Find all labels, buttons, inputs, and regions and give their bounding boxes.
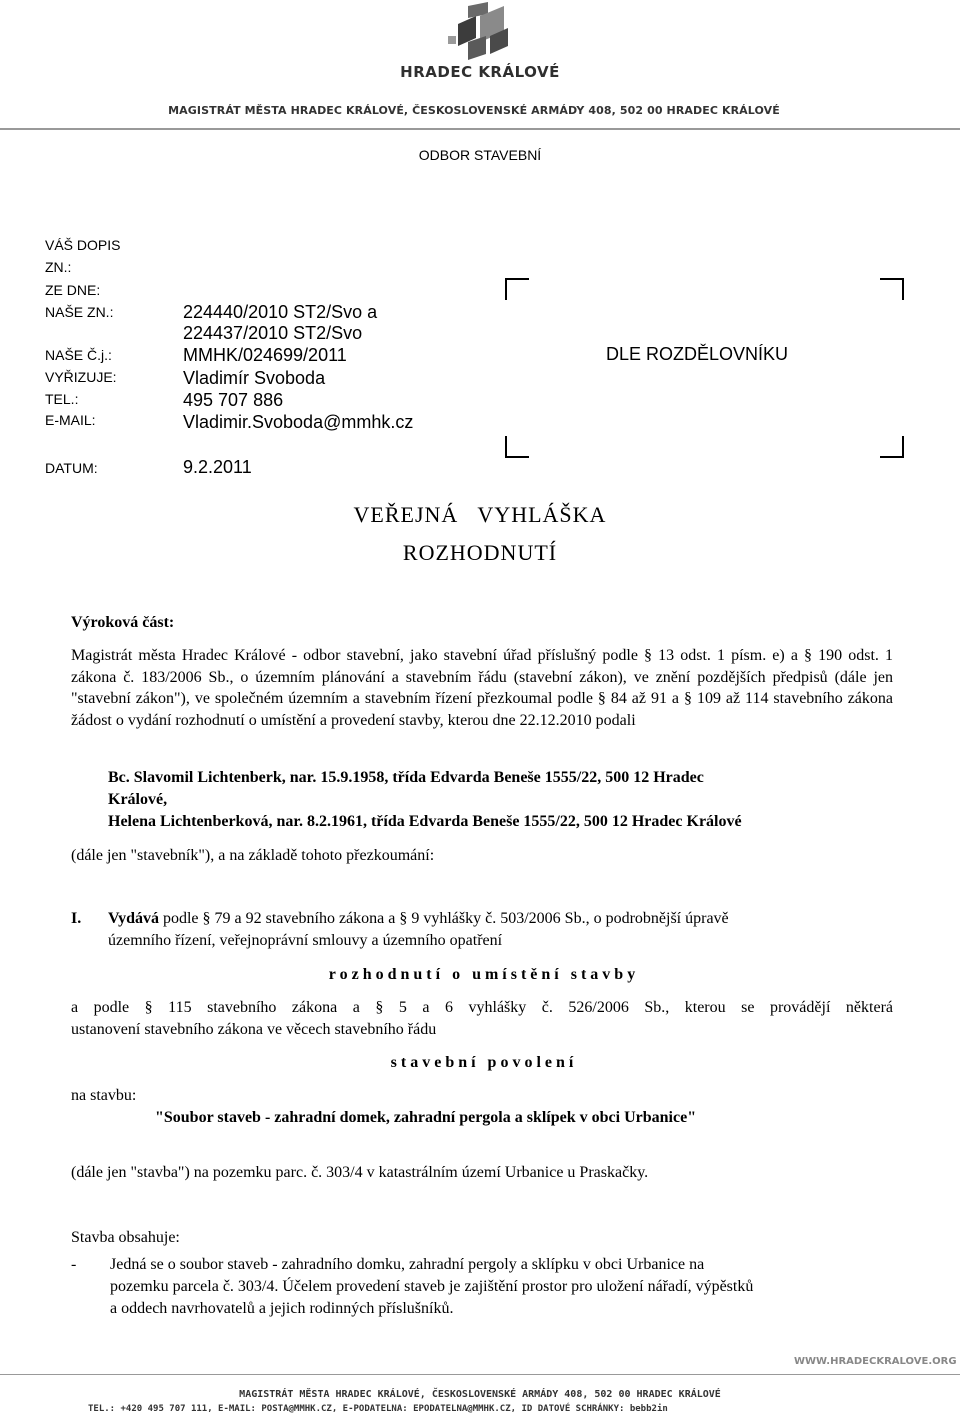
item-verb: Vydává: [108, 910, 159, 927]
department-name: ODBOR STAVEBNÍ: [418, 147, 542, 163]
na-stavbu-label: na stavbu:: [71, 1087, 137, 1104]
bullet-dash: -: [71, 1256, 77, 1273]
hradec-kralove-logo-icon: [446, 2, 516, 60]
city-name: HRADEC KRÁLOVÉ: [400, 63, 560, 81]
footer-contact: TEL.: +420 495 707 111, E-MAIL: POSTA@MMHK.CZ, E-PODATELNA: EPODATELNA@MMHK.CZ, ID DATOVÉ SCHRÁNKY: bebb2in: [88, 1404, 668, 1414]
item-line-1: [108, 908, 898, 930]
vas-dopis-label: VÁŠ DOPIS: [45, 237, 121, 253]
vyrizuje-label: VYŘIZUJE:: [45, 369, 117, 385]
applicant-2: Helena Lichtenberková, nar. 8.2.1961, třída Edvarda Beneše 1555/22, 500 12 Hradec Králové: [108, 813, 742, 830]
podle-line-1: a podle § 115 stavebního zákona a § 5 a 6 vyhlášky č. 526/2006 Sb., kterou se provádějí některá: [71, 999, 893, 1016]
section-heading: Výroková část:: [71, 614, 175, 631]
email-value: Vladimir.Svoboda@mmhk.cz: [183, 412, 414, 432]
email-label: E-MAIL:: [45, 412, 96, 428]
item-line-2: územního řízení, veřejnoprávní smlouvy a územního opatření: [108, 932, 503, 949]
bullet-line-3: a oddech navrhovatelů a jejich rodinných příslušníků.: [110, 1300, 454, 1317]
header-address: MAGISTRÁT MĚSTA HRADEC KRÁLOVÉ, ČESKOSLOVENSKÉ ARMÁDY 408, 502 00 HRADEC KRÁLOVÉ: [168, 104, 780, 117]
nase-zn-value-1: 224440/2010 ST2/Svo a: [183, 302, 378, 322]
zn-label: ZN.:: [45, 259, 72, 275]
address-frame-corner-bottom-left: [505, 436, 529, 458]
nase-zn-label: NAŠE ZN.:: [45, 304, 114, 320]
address-frame-corner-top-right: [880, 278, 904, 300]
recipient: DLE ROZDĚLOVNÍKU: [606, 344, 789, 364]
tel-value: 495 707 886: [183, 390, 284, 410]
applicant-1-line-1: Bc. Slavomil Lichtenberk, nar. 15.9.1958, třída Edvarda Beneše 1555/22, 500 12 Hradec: [108, 769, 704, 786]
bullet-line-1: Jedná se o soubor staveb - zahradního domku, zahradní pergoly a sklípku v obci Urbanice na: [110, 1256, 705, 1273]
item-line-1-text: podle § 79 a 92 stavebního zákona a § 9 vyhlášky č. 503/2006 Sb., o podrobnější úpravě: [158, 910, 729, 927]
document-title-public-notice: VEŘEJNÁ VYHLÁŠKA: [353, 502, 607, 527]
footer-address: MAGISTRÁT MĚSTA HRADEC KRÁLOVÉ, ČESKOSLOVENSKÉ ARMÁDY 408, 502 00 HRADEC KRÁLOVÉ: [239, 1389, 721, 1400]
tel-label: TEL.:: [45, 391, 79, 407]
nase-cj-value: MMHK/024699/2011: [183, 345, 347, 365]
intro-paragraph: Magistrát města Hradec Králové - odbor stavební, jako stavební úřad příslušný podle § 13 odst. 1 písm. e) a § 190 odst. 1 zákona č. 183/2006 Sb., o územním plánování a stavebním řádu (stavební zákon), ve znění pozdějších předpisů (dále jen "stavební zákon"), ve společném územním a stavebním řízení přezkoumal podle § 84 až 91 a § 109 až 114 stavebního zákona žádost o vydání rozhodnutí o umístění a provedení stavby, kterou dne 22.12.2010 podali: [71, 647, 893, 730]
rozhodnuti-heading: r o z h o d n u t í o u m í s t ě n í s t a v b y: [328, 966, 636, 983]
nase-cj-label: NAŠE Č.j.:: [45, 347, 112, 363]
document-title-decision: ROZHODNUTÍ: [402, 540, 558, 565]
obsahuje-heading: Stavba obsahuje:: [71, 1229, 180, 1246]
header-divider: [0, 128, 960, 130]
footer-url[interactable]: WWW.HRADECKRALOVE.ORG: [794, 1356, 957, 1367]
podle-line-2: ustanovení stavebního zákona ve věcech stavebního řádu: [71, 1021, 437, 1038]
ze-dne-label: ZE DNE:: [45, 282, 101, 298]
datum-label: DATUM:: [45, 460, 98, 476]
applicant-1-line-2: Králové,: [108, 791, 168, 808]
bullet-line-2: pozemku parcela č. 303/4. Účelem provedení staveb je zajištění prostor pro uložení nářadí, výpěstků: [110, 1278, 754, 1295]
datum-value: 9.2.2011: [183, 457, 252, 477]
nase-zn-value-2: 224437/2010 ST2/Svo: [183, 323, 363, 343]
dale-stavebnik: (dále jen "stavebník"), a na základě tohoto přezkoumání:: [71, 847, 435, 864]
footer-divider: [0, 1374, 960, 1375]
stavba-name: "Soubor staveb - zahradní domek, zahradní pergola a sklípek v obci Urbanice": [155, 1109, 697, 1126]
povoleni-heading: s t a v e b n í p o v o l e n í: [390, 1054, 574, 1071]
address-frame-corner-bottom-right: [880, 436, 904, 458]
item-number: I.: [71, 910, 82, 927]
vyrizuje-value: Vladimír Svoboda: [183, 368, 326, 388]
address-frame-corner-top-left: [505, 278, 529, 300]
dale-stavba: (dále jen "stavba") na pozemku parc. č. 303/4 v katastrálním území Urbanice u Praskačky.: [71, 1164, 649, 1181]
